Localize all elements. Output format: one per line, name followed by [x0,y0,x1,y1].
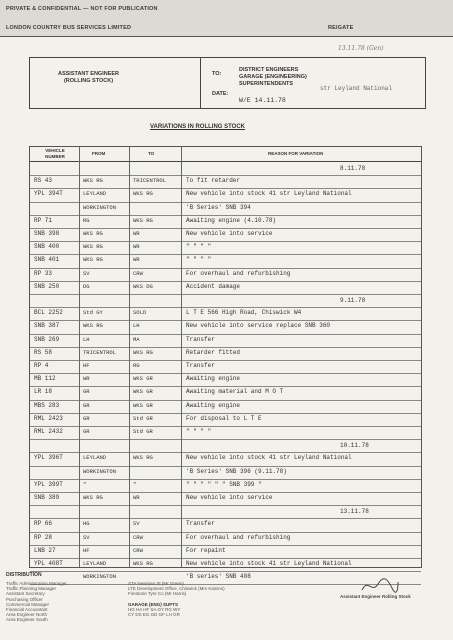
cell-reason: To fit retarder [186,177,241,185]
cell-from: WORKINGTON [83,203,117,211]
cell-from: WR [83,375,90,383]
dist-item: Firestone Tyre Co (Mr Harris) [128,591,187,597]
cell-to: WR [133,256,140,264]
cell-reason: New vehicle into service [186,230,273,237]
cell-reason: New vehicle into service [186,494,273,501]
cell-reason: For overhaul and refurbishing [186,269,291,277]
cell-to: WKS GR [133,401,153,409]
col-header-to: TO [148,151,155,156]
cell-vehicle: RP 33 [34,269,53,277]
cell-vehicle: YPL 408T [34,560,63,567]
cell-from: HF [83,546,90,554]
cell-vehicle: RS 43 [34,177,53,185]
cell-to: Std GR [133,428,153,435]
cell-vehicle: RML 2432 [34,428,63,435]
cell-reason: Transfer [186,362,215,369]
table-row [30,452,421,466]
cell-from: WKS RG [83,177,103,185]
cell-vehicle: SNB 250 [34,282,60,290]
cell-vehicle: SNB 389 [34,494,60,501]
banner-rule [0,36,453,37]
handwritten-ref: 13.11.78 (Gen) [338,45,384,52]
cell-vehicle: YPL 396T [34,454,63,462]
cell-reason: " " " " [186,243,212,251]
cell-from: WKS RG [83,230,103,237]
cell-vehicle: SNB 269 [34,335,60,343]
cell-reason: Transfer [186,520,215,528]
table-row [30,413,421,427]
date-row [30,294,421,308]
cell-reason: For overhaul and refurbishing [186,533,291,541]
col-divider-3 [181,147,182,567]
variations-table [29,146,422,581]
footer [0,572,453,640]
table-row [30,360,421,374]
dist-item: Assistant Secretary [6,591,45,597]
cell-vehicle: MBS 283 [34,401,60,409]
cell-vehicle: SNB 398 [34,230,60,237]
date-row [30,505,421,519]
cell-to: RG [133,362,140,369]
col-divider-1 [79,147,80,567]
location: REIGATE [328,25,354,31]
table-row [30,347,421,361]
dist-item: Traffic Planning Manager [6,586,57,592]
table-row [30,386,421,400]
to-label: TO: [212,71,222,77]
date-cell: 8.11.78 [340,165,366,172]
date-row [30,162,421,176]
from-title: ASSISTANT ENGINEER (ROLLING STOCK) [58,71,120,84]
sign-title: Assistant Engineer Rolling Stock [340,594,411,599]
table-row [30,175,421,189]
table-row [30,202,421,216]
cell-to: WR [133,243,140,251]
table-row [30,188,421,202]
confidential-notice: PRIVATE & CONFIDENTIAL — NOT FOR PUBLICATION [6,6,158,12]
table-row [30,373,421,387]
cell-from: WKS RG [83,243,103,251]
cell-reason: L T E 566 High Road, Chiswick W4 [186,309,302,317]
cell-to: WR [133,230,140,237]
table-row [30,426,421,440]
dist-item: Commercial Manager [6,601,50,607]
cell-to: LH [133,322,140,330]
cell-to: CRW [133,269,143,277]
cell-vehicle: LNB 27 [34,546,56,554]
subject-typed: str Leyland National [320,85,393,92]
table-row [30,492,421,506]
cell-vehicle: RML 2423 [34,414,63,422]
column-header-row [30,147,421,162]
dist-item: Traffic Administration Manager [6,581,67,586]
table-row [30,268,421,282]
cell-from: HG [83,520,90,528]
cell-reason: For disposal to L T E [186,414,262,422]
signature-mark [360,576,400,596]
date-value: W/E 14.11.78 [239,97,286,104]
garage-codes: CY DS EG GD GF LH GR [128,612,180,618]
cell-from: DG [83,282,90,290]
cell-reason: Awaiting material and M O T [186,388,284,396]
cell-reason: Accident damage [186,282,241,290]
garage-label: GARAGE (ENG) SUPTS [128,601,179,607]
cell-from: SV [83,533,90,541]
cell-to: Std GR [133,414,153,422]
cell-to: TRICENTROL [133,177,167,185]
document-title: VARIATIONS IN ROLLING STOCK [150,124,246,130]
cell-vehicle: YPL 399T [34,480,63,488]
memo-header-box [29,57,426,109]
garage-codes: HG HA HF SA GY RG WY [128,606,181,612]
dist-item: STA Newman St (Mr Green) [128,581,184,586]
cell-to: SOLD [133,309,147,317]
cell-from: WORKINGTON [83,467,117,475]
cell-from: WKS RG [83,494,103,501]
table-row [30,545,421,559]
cell-to: WKS RG [133,216,153,224]
table-row [30,241,421,255]
cell-from: GR [83,388,90,396]
cell-to: WKS DG [133,282,153,290]
date-label: DATE: [212,91,229,97]
cell-from: WKS RG [83,322,103,330]
cell-to: WKS RG [133,190,153,198]
cell-reason: New vehicle into stock 41 str Leyland National [186,560,352,567]
cell-from: " [83,480,87,488]
cell-vehicle: SNB 400 [34,243,60,251]
memo-divider [200,58,201,108]
cell-from: LEYLAND [83,190,107,198]
cell-from: WKS RG [83,256,103,264]
cell-to: " [133,480,137,488]
cell-from: Std GY [83,309,103,317]
cell-from: GR [83,401,90,409]
col-header-from: FROM [92,151,106,156]
cell-reason: Retarder fitted [186,348,241,356]
table-row [30,228,421,242]
cell-from: TRICENTROL [83,348,117,356]
cell-reason: New vehicle into stock 41 str Leyland National [186,190,352,198]
cell-from: HF [83,362,90,369]
cell-reason: Awaiting engine (4.10.78) [186,216,277,224]
cell-vehicle: LR 18 [34,388,53,396]
cell-from: GR [83,428,90,435]
date-row [30,439,421,453]
cell-to: WKS GR [133,388,153,396]
cell-to: MA [133,335,140,343]
table-row [30,334,421,348]
date-cell: 13.11.78 [340,508,369,516]
table-row [30,466,421,480]
cell-vehicle: YPL 394T [34,190,63,198]
distribution-label: DISTRIBUTION [6,572,42,578]
dist-item: Area Engineer North [6,612,48,618]
table-row [30,307,421,321]
cell-reason: New vehicle into stock 41 str Leyland National [186,454,352,462]
cell-reason: " " " " [186,428,212,435]
cell-to: WKS RG [133,454,153,462]
cell-vehicle: MB 112 [34,375,56,383]
cell-from: LEYLAND [83,454,107,462]
table-row [30,479,421,493]
cell-to: WKS GR [133,375,153,383]
cell-to: SV [133,520,140,528]
cell-vehicle: RP 4 [34,362,49,369]
table-row [30,215,421,229]
cell-to: CRW [133,533,143,541]
cell-reason: " " " " " " SNB 399 " [186,480,262,488]
table-row [30,518,421,532]
cell-reason: Awaiting engine [186,401,241,409]
cell-to: WKS RG [133,348,153,356]
table-row [30,532,421,546]
cell-from: LH [83,335,90,343]
cell-vehicle: SNB 401 [34,256,60,264]
cell-to: CRW [133,546,143,554]
distribution-mid [128,581,225,617]
cell-from: SV [83,269,90,277]
cell-vehicle: BCL 2252 [34,309,63,317]
cell-reason: For repaint [186,546,226,554]
date-cell: 10.11.78 [340,442,369,450]
distribution-left [6,581,67,623]
cell-to: WKS RG [133,560,153,567]
cell-reason: New vehicle into service replace SNB 360 [186,322,331,330]
dist-item: LTE Development Office, Chiswick (Mrs Kainins) [128,586,225,592]
cell-vehicle: RP 66 [34,520,53,528]
to-value: DISTRICT ENGINEERS GARAGE (ENGINEERING) SUPERINTENDENTS [239,67,307,87]
table-row [30,281,421,295]
col-divider-2 [129,147,130,567]
cell-from: RG [83,216,90,224]
dist-item: Financial Accountant [6,607,48,613]
cell-vehicle: RS 58 [34,348,53,356]
table-row [30,558,421,572]
cell-from: GR [83,414,90,422]
cell-vehicle: RP 71 [34,216,53,224]
cell-reason: 'B series' SNB 408 [186,573,251,581]
cell-to: WR [133,494,140,501]
cell-reason: " " " " [186,256,212,264]
table-row [30,254,421,268]
col-header-vehicle: VEHICLE NUMBER [45,148,65,159]
cell-reason: Awaiting engine [186,375,241,383]
col-header-reason: REASON FOR VARIATION [268,151,324,156]
date-cell: 9.11.78 [340,297,366,304]
dist-item: Purchasing Officer [6,596,43,602]
cell-reason: 'B Series' SNB 396 (9.11.78) [186,467,287,475]
dist-item: Area Engineer South [6,617,48,623]
table-row [30,320,421,334]
table-row [30,400,421,414]
cell-from: LEYLAND [83,560,107,567]
cell-reason: Transfer [186,335,215,343]
cell-vehicle: RP 28 [34,533,53,541]
cell-reason: 'B Series' SNB 394 [186,203,251,211]
cell-vehicle: SNB 387 [34,322,60,330]
company-name: LONDON COUNTRY BUS SERVICES LIMITED [6,25,132,31]
cell-from: WORKINGTON [83,573,117,581]
